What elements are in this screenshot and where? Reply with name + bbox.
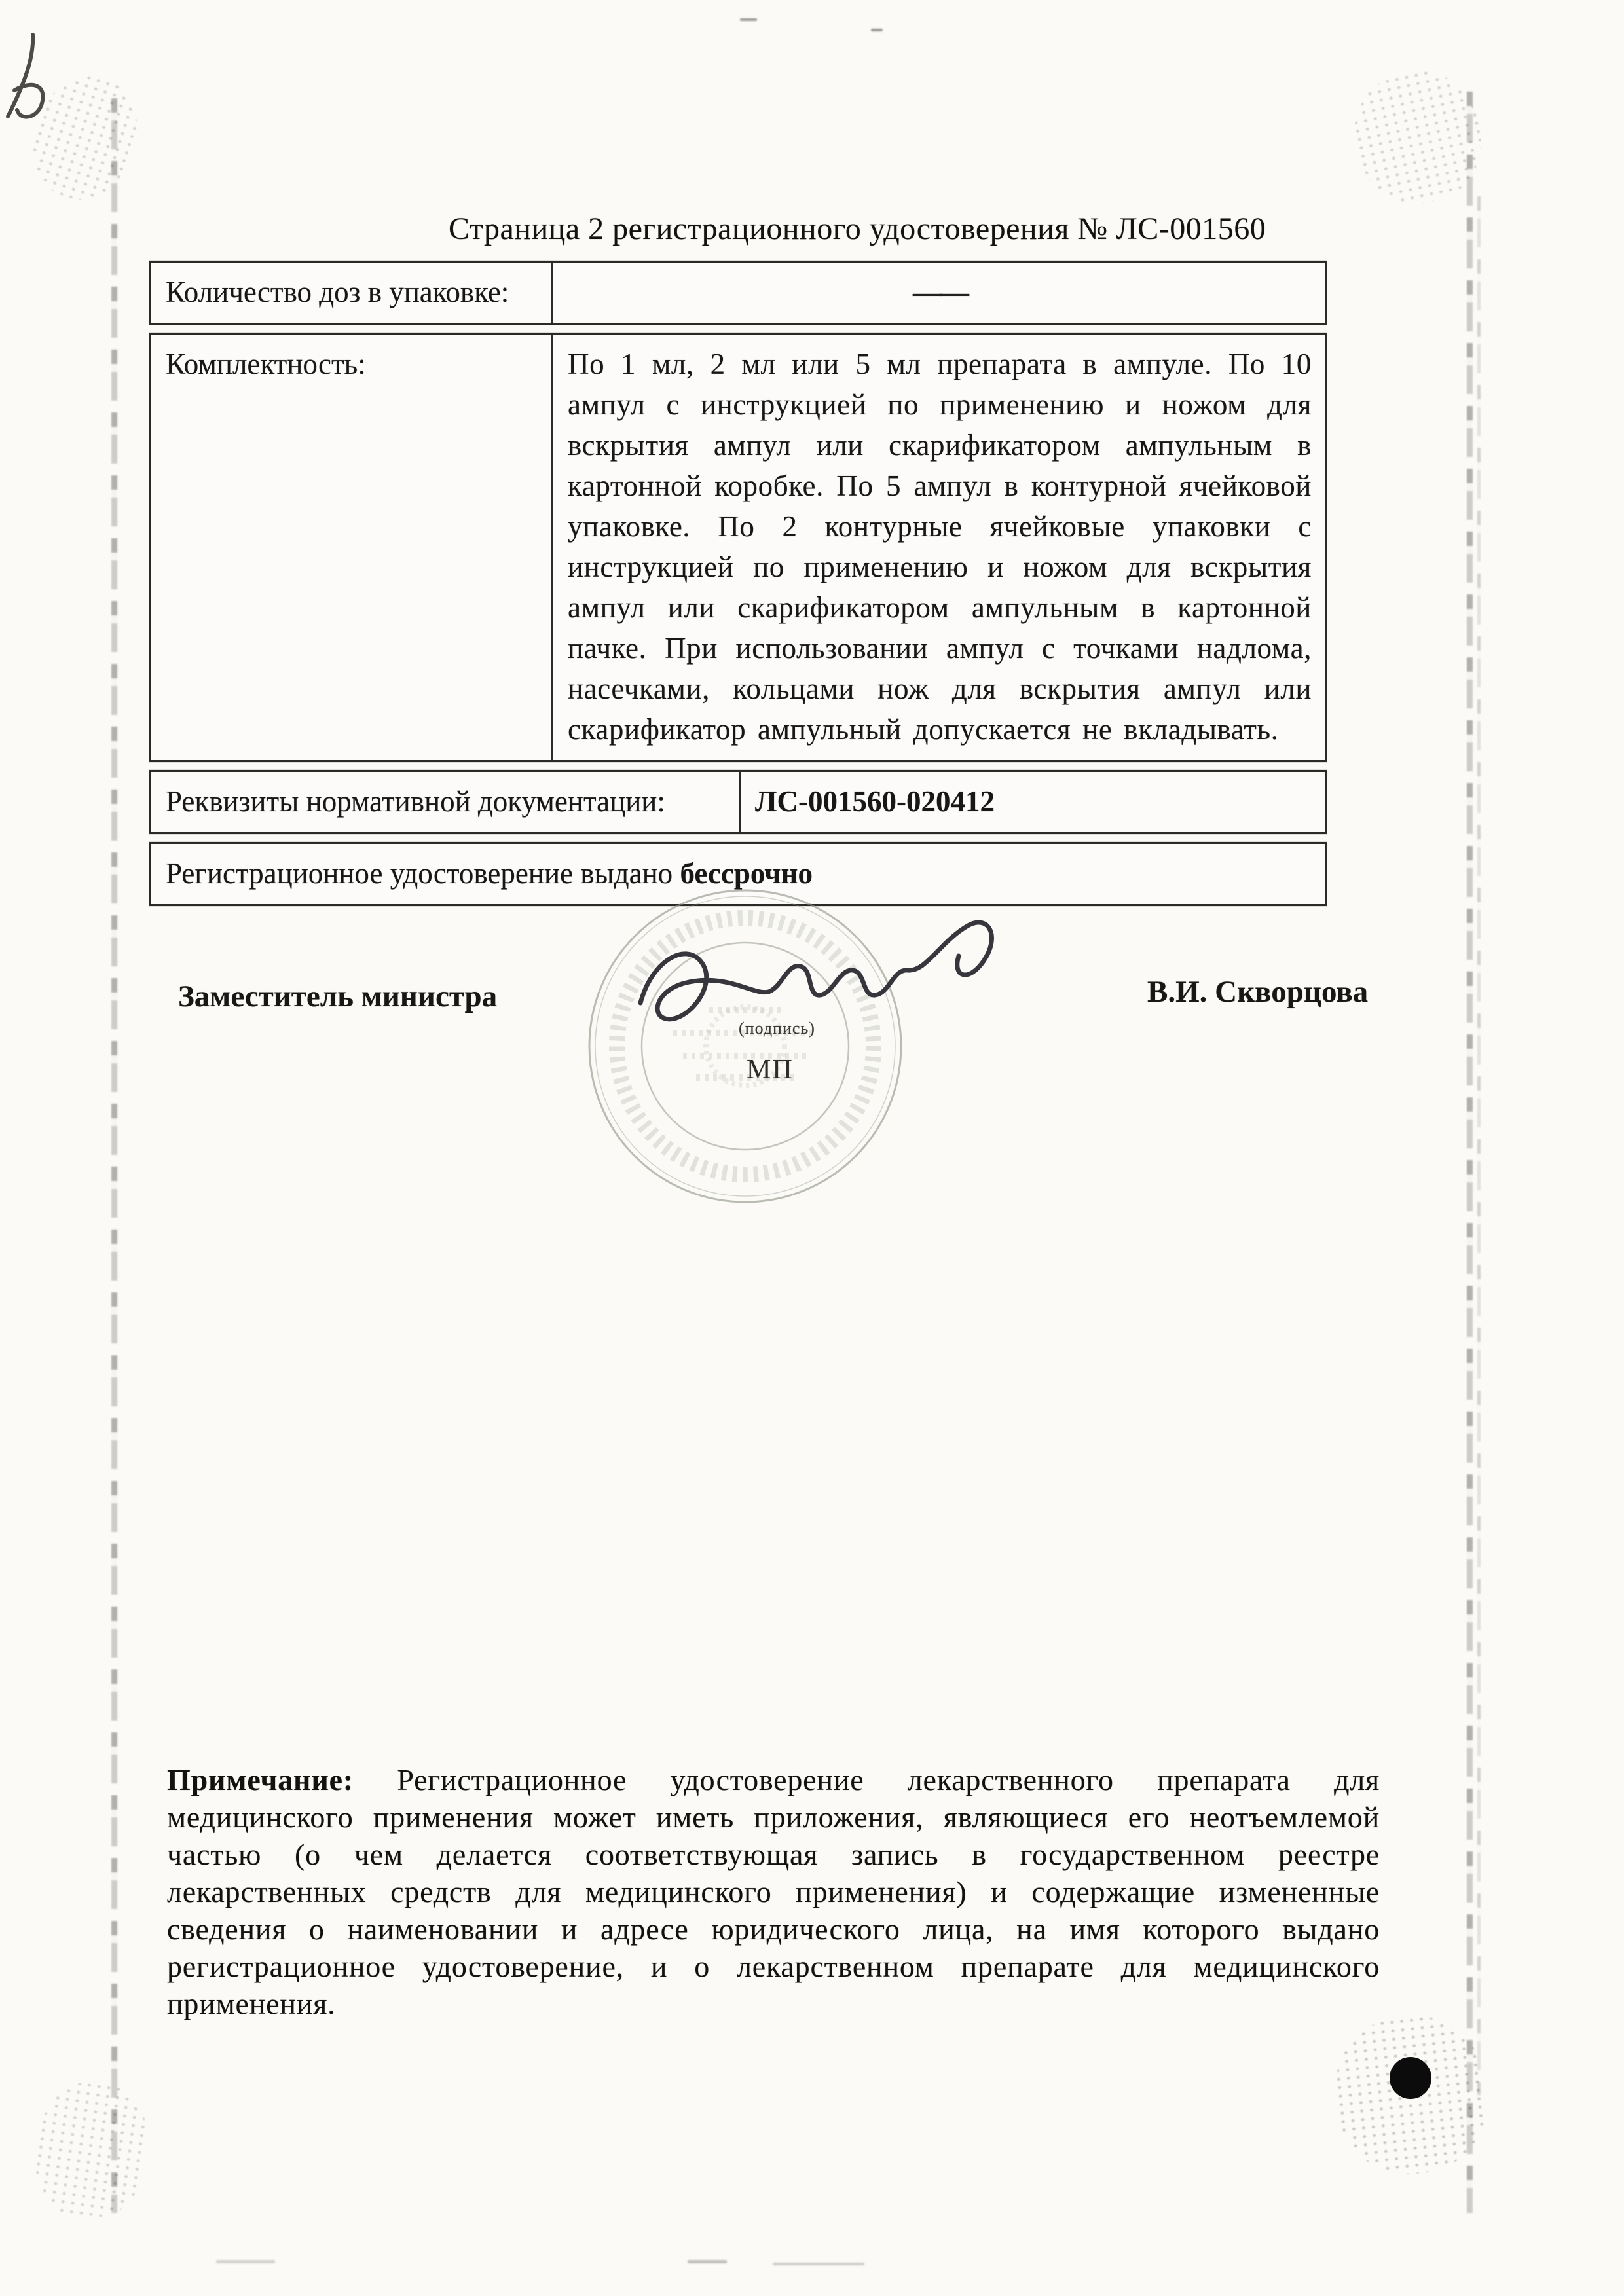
scan-speck bbox=[688, 2260, 727, 2263]
row-label: Реквизиты нормативной документации: bbox=[166, 785, 665, 818]
page-title: Страница 2 регистрационного удостоверения № ЛС-001560 bbox=[449, 211, 1266, 246]
scan-noise-left-edge bbox=[111, 98, 117, 2213]
handwritten-corner-mark bbox=[0, 12, 113, 143]
scan-speck bbox=[773, 2263, 864, 2265]
note-label: Примечание: bbox=[167, 1763, 354, 1796]
row-value: —— bbox=[551, 263, 1325, 323]
table-row-doses bbox=[149, 261, 1327, 325]
row-label: Количество доз в упаковке: bbox=[166, 276, 509, 308]
punch-hole-dot bbox=[1390, 2057, 1431, 2099]
table-row-normative-docs bbox=[149, 770, 1327, 834]
row-value: ЛС-001560-020412 bbox=[739, 772, 1325, 832]
scan-smudge-bottom-left bbox=[27, 2075, 157, 2227]
validity-term: бессрочно bbox=[680, 857, 813, 890]
scan-speck bbox=[740, 18, 757, 21]
scan-speck bbox=[871, 29, 883, 31]
note-paragraph bbox=[167, 1761, 1380, 2022]
row-label: Комплектность: bbox=[166, 348, 366, 380]
note-text: Регистрационное удостоверение лекарственного препарата для медицинского применения может иметь приложения, являющиеся его неотъемлемой частью (о чем делается соответствующая запись в государственном реестре лекарственных средств для медицинского применения) и содержащие измененные сведения о наименовании и адресе юридического лица, на имя которого выдано регистрационное удостоверение, и о лекарственном препарате для медицинского применения. bbox=[167, 1763, 1380, 2020]
signature-caption: (подпись) bbox=[739, 1019, 815, 1038]
scan-noise-right-edge bbox=[1467, 92, 1473, 2213]
scan-noise-right-edge-2 bbox=[1477, 196, 1481, 2095]
registration-table bbox=[149, 261, 1327, 914]
table-row-completeness bbox=[149, 333, 1327, 762]
stamp-caption-mp: МП bbox=[747, 1055, 794, 1085]
signer-name: В.И. Скворцова bbox=[1147, 975, 1369, 1009]
minister-signature bbox=[609, 898, 1080, 1068]
validity-text: Регистрационное удостоверение выдано bbox=[166, 857, 680, 890]
deputy-minister-title: Заместитель министра bbox=[178, 979, 498, 1013]
scan-speck bbox=[216, 2260, 275, 2263]
row-value: По 1 мл, 2 мл или 5 мл препарата в ампуле. По 10 ампул с инструкцией по применению и ножом для вскрытия ампул или скарификатором ампульным в картонной коробке. По 5 ампул в контурной ячейковой упаковке. По 2 контурные ячейковые упаковки с инструкцией по применению и ножом для вскрытия ампул или скарификатором ампульным в картонной пачке. При использовании ампул с точками надлома, насечками, кольцами нож для вскрытия ампул или скарификатор ампульный допускается не вкладывать. bbox=[551, 335, 1325, 760]
